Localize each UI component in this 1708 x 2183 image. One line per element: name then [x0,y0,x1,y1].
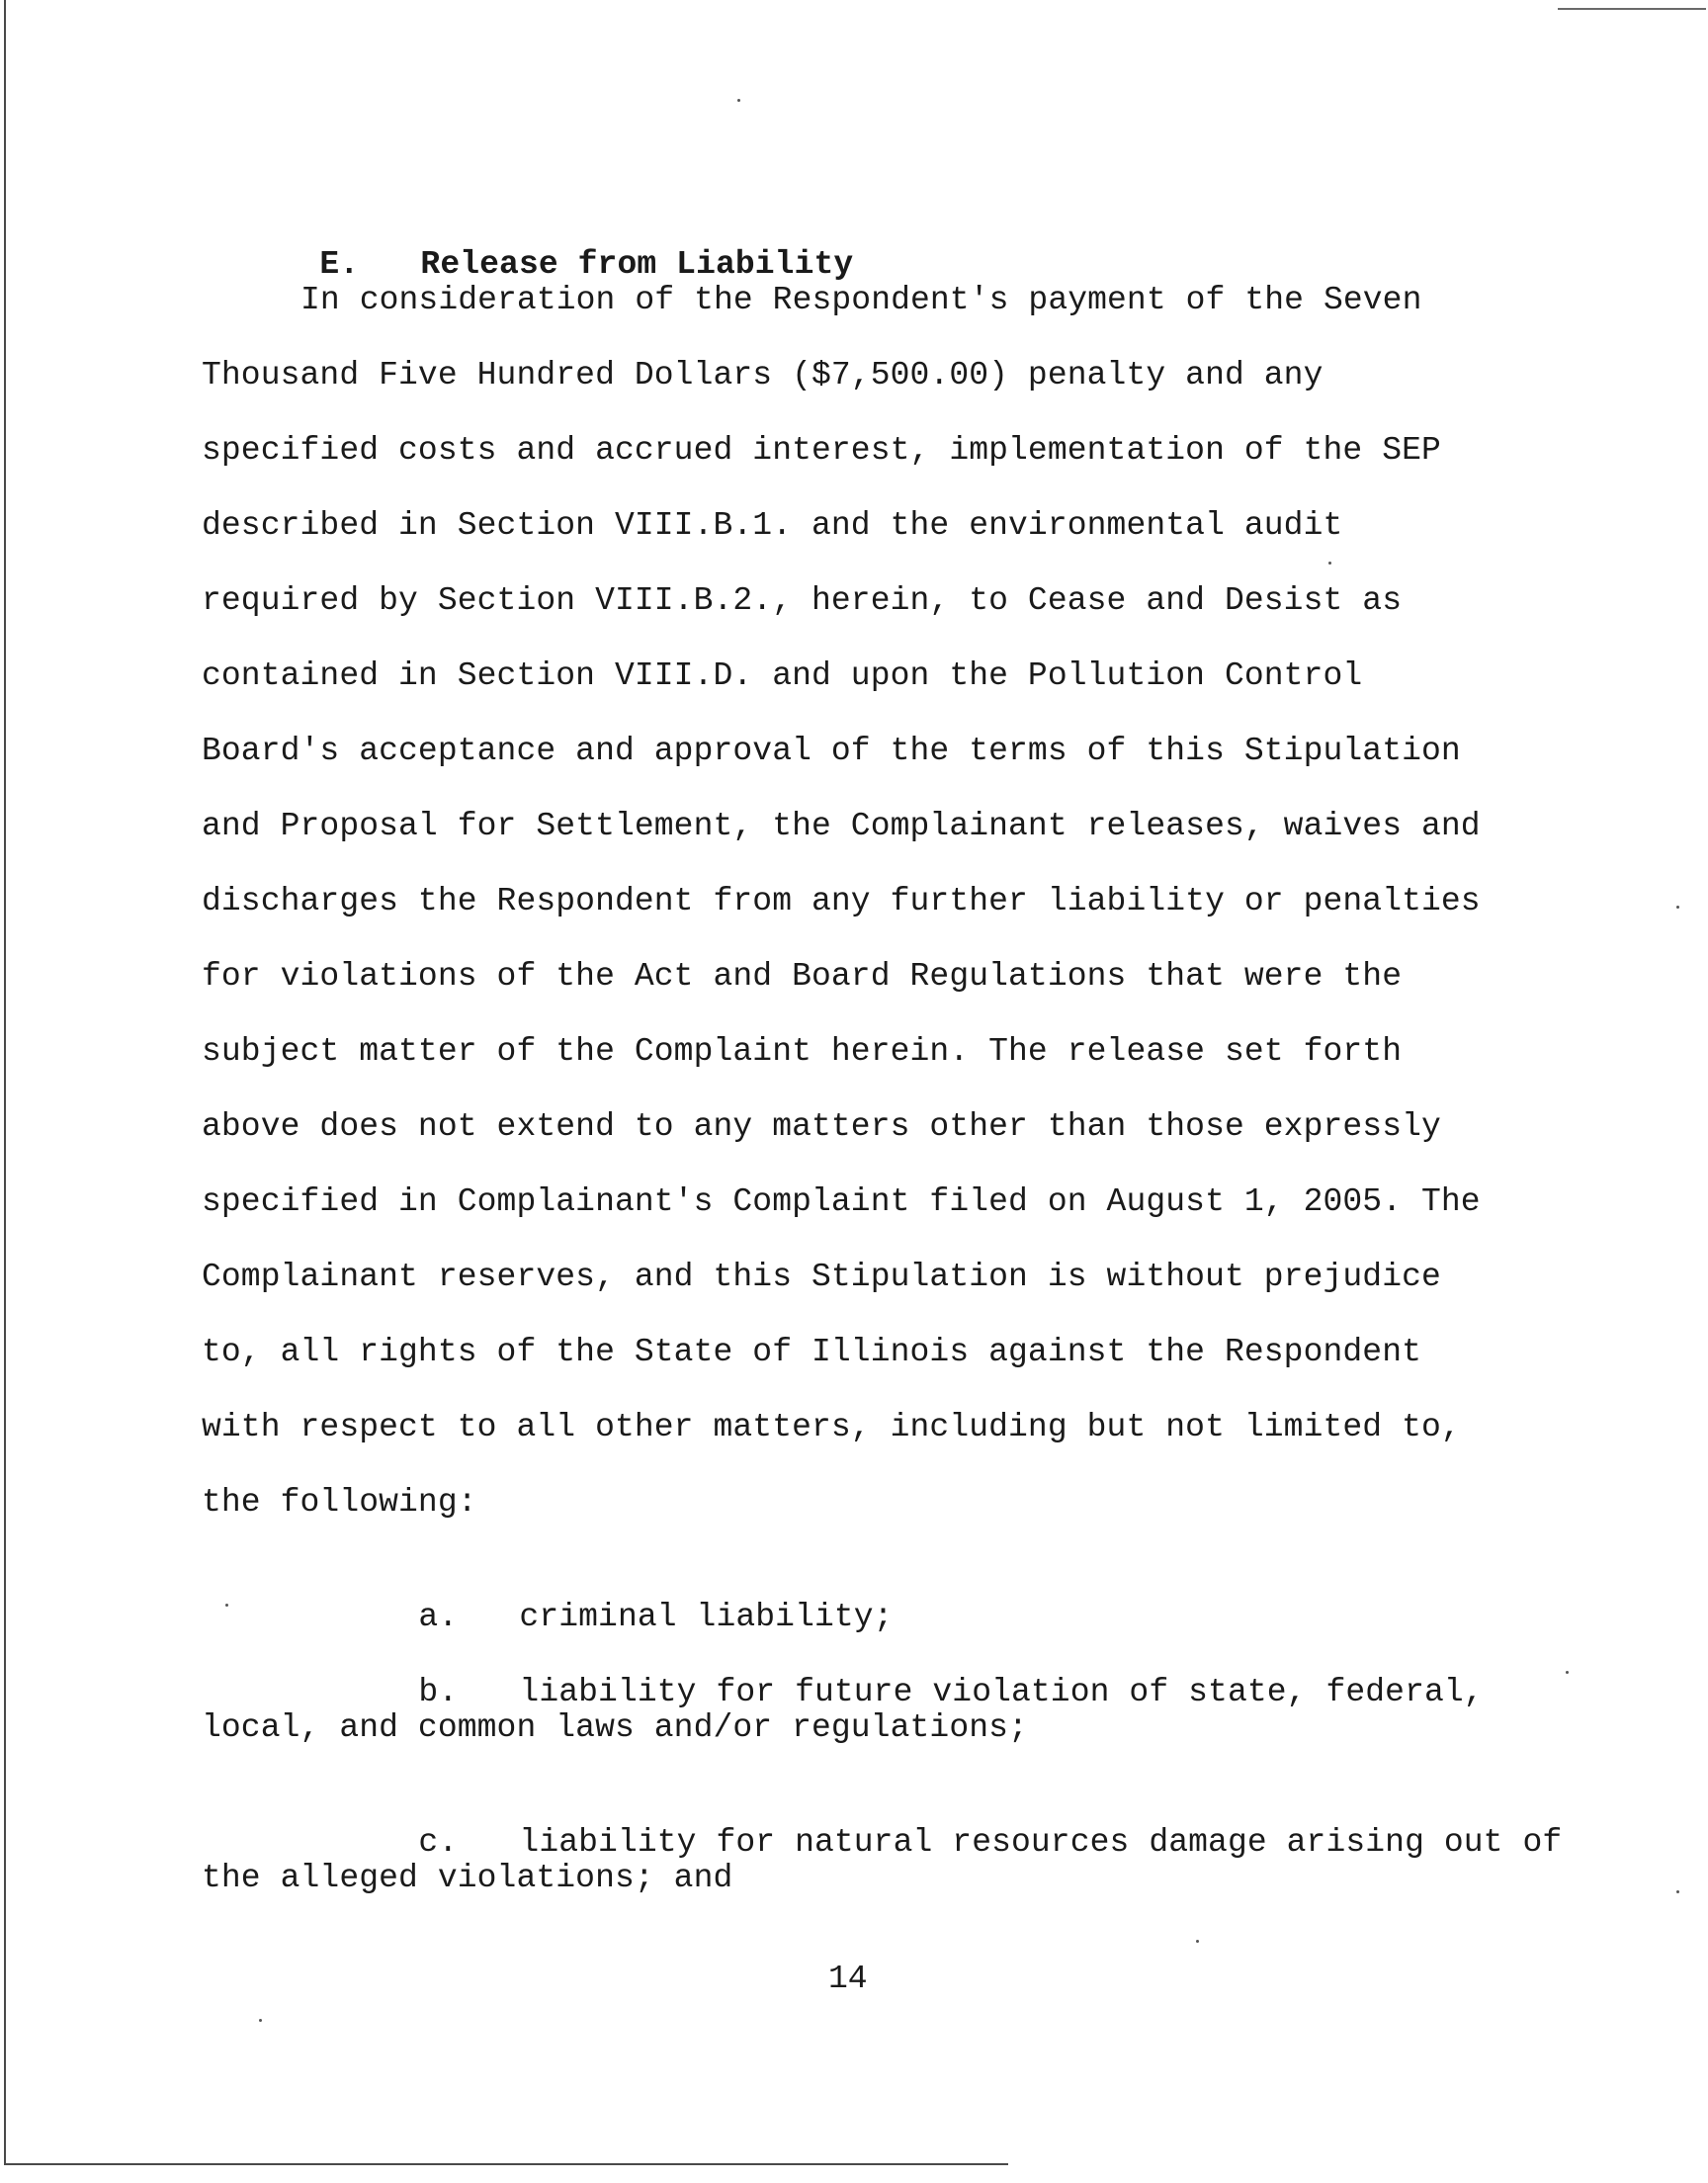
list-item-marker: b. [418,1674,459,1710]
section-letter: E. [319,246,360,283]
list-item-text: liability for future violation of state, federal, [519,1674,1484,1710]
paragraph-line: the following: [202,1484,477,1521]
scan-speck [1328,562,1331,565]
list-item-text: criminal liability; [519,1599,894,1635]
paragraph-line: contained in Section VIII.D. and upon the Pollution Control [202,657,1363,694]
scan-speck [1676,906,1679,909]
list-item-continuation: local, and common laws and/or regulations; [202,1709,1028,1746]
paragraph-line: Board's acceptance and approval of the terms of this Stipulation [202,733,1461,769]
scan-border-left [4,0,6,2165]
paragraph-line: In consideration of the Respondent's payment of the Seven [300,282,1422,318]
scan-speck [737,99,740,102]
paragraph-line: and Proposal for Settlement, the Complainant releases, waives and [202,808,1481,844]
list-item-text: liability for natural resources damage arising out of [519,1824,1563,1861]
paragraph-line: specified in Complainant's Complaint filed on August 1, 2005. The [202,1183,1481,1220]
section-title: Release from Liability [420,246,854,283]
scan-speck [1196,1940,1199,1943]
paragraph-line: above does not extend to any matters other than those expressly [202,1108,1441,1145]
page-number: 14 [828,1961,868,1997]
paragraph-line: required by Section VIII.B.2., herein, to Cease and Desist as [202,582,1403,619]
paragraph-line: with respect to all other matters, including but not limited to, [202,1409,1461,1445]
scan-border-top-right [1558,8,1706,10]
list-item-marker: c. [418,1824,459,1861]
paragraph-line: for violations of the Act and Board Regulations that were the [202,958,1403,995]
paragraph-line: discharges the Respondent from any further liability or penalties [202,883,1481,919]
paragraph-line: to, all rights of the State of Illinois against the Respondent [202,1334,1421,1370]
scan-speck [225,1604,228,1607]
paragraph-line: Complainant reserves, and this Stipulation is without prejudice [202,1259,1441,1295]
paragraph-line: described in Section VIII.B.1. and the environmental audit [202,507,1343,544]
scan-speck [1676,1890,1679,1893]
paragraph-line: subject matter of the Complaint herein. The release set forth [202,1033,1403,1070]
paragraph-line: specified costs and accrued interest, implementation of the SEP [202,432,1441,469]
scan-speck [1566,1671,1569,1674]
scan-border-bottom [4,2163,1008,2165]
list-item-marker: a. [418,1599,459,1635]
list-item-continuation: the alleged violations; and [202,1860,733,1896]
scan-speck [259,2019,262,2022]
paragraph-line: Thousand Five Hundred Dollars ($7,500.00) penalty and any [202,357,1324,393]
